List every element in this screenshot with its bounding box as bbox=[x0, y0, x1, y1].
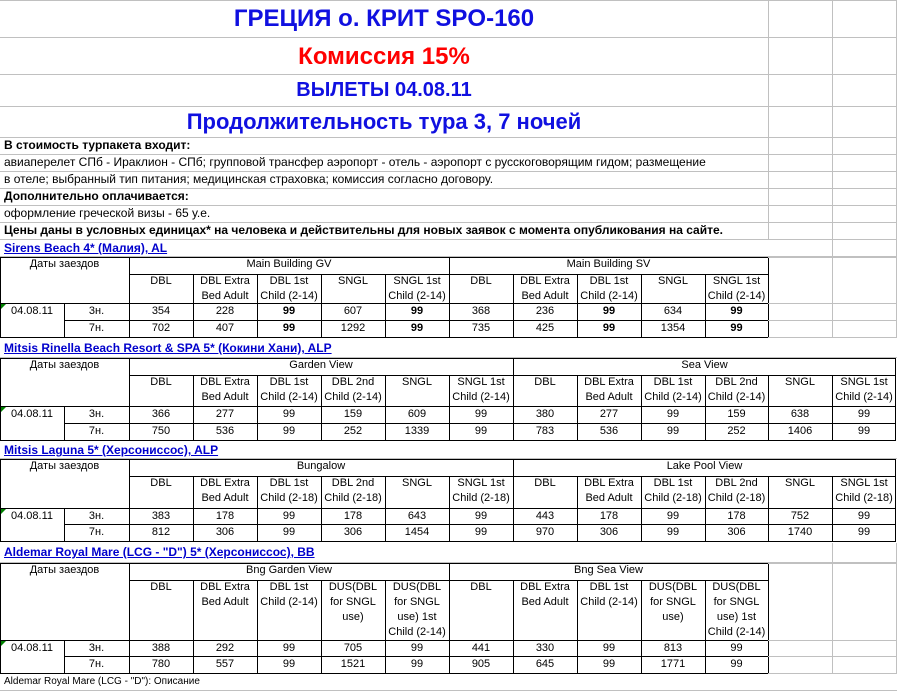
table-border bbox=[0, 440, 896, 441]
price-cell: 99 bbox=[282, 642, 296, 654]
table-border bbox=[0, 508, 896, 509]
page-title: ГРЕЦИЯ о. КРИТ SPO-160 bbox=[233, 5, 535, 32]
extra-title: Дополнительно оплачивается: bbox=[4, 189, 189, 203]
price-cell: 99 bbox=[282, 408, 296, 420]
price-cell: 783 bbox=[535, 425, 555, 437]
gridline bbox=[0, 137, 897, 138]
nights-cell: 7н. bbox=[88, 322, 105, 334]
price-cell: 645 bbox=[535, 658, 555, 670]
price-cell: 99 bbox=[282, 658, 296, 670]
price-cell: 99 bbox=[730, 642, 743, 654]
table-border bbox=[257, 476, 258, 541]
price-cell: 178 bbox=[727, 510, 746, 522]
arrival-date: 04.08.11 bbox=[10, 305, 53, 317]
table-border bbox=[641, 580, 642, 673]
table-border bbox=[449, 257, 450, 337]
table-border bbox=[0, 563, 768, 564]
price-cell: 388 bbox=[151, 642, 171, 654]
price-cell: 99 bbox=[282, 305, 296, 317]
table-border bbox=[0, 358, 1, 440]
table-border bbox=[705, 476, 706, 541]
includes-line-2: в отеле; выбранный тип питания; медицинская страховка; комиссия согласно договору. bbox=[4, 172, 494, 186]
price-cell: 99 bbox=[282, 425, 296, 437]
table-border bbox=[0, 257, 768, 258]
table-border bbox=[193, 476, 194, 541]
table-border bbox=[385, 580, 386, 673]
room-group-header: Sea View bbox=[681, 359, 728, 371]
price-cell: 99 bbox=[602, 322, 616, 334]
table-border bbox=[705, 274, 706, 337]
price-cell: 536 bbox=[599, 425, 619, 437]
gridline bbox=[768, 656, 897, 657]
column-header: DBL Extra Bed Adult bbox=[584, 477, 634, 504]
room-group-header: Main Building SV bbox=[566, 258, 651, 270]
column-header: SNGL 1st Child (2-14) bbox=[835, 376, 893, 403]
price-cell: 425 bbox=[535, 322, 555, 334]
table-border bbox=[64, 640, 65, 673]
column-header: DBL Extra Bed Adult bbox=[200, 376, 250, 403]
price-cell: 330 bbox=[535, 642, 555, 654]
price-cell: 1771 bbox=[660, 658, 686, 670]
price-cell: 99 bbox=[474, 526, 488, 538]
price-cell: 750 bbox=[151, 425, 171, 437]
price-cell: 228 bbox=[215, 305, 235, 317]
dates-label: Даты заездов bbox=[29, 564, 100, 576]
price-cell: 752 bbox=[790, 510, 810, 522]
table-border bbox=[64, 423, 896, 424]
room-group-header: Bng Sea View bbox=[574, 564, 643, 576]
table-border bbox=[0, 541, 896, 542]
price-cell: 99 bbox=[666, 408, 680, 420]
price-cell: 443 bbox=[535, 510, 555, 522]
column-header: DBL 1st Child (2-14) bbox=[260, 376, 318, 403]
column-header: DBL 2nd Child (2-14) bbox=[324, 376, 382, 403]
price-cell: 99 bbox=[730, 322, 743, 334]
price-cell: 292 bbox=[215, 642, 235, 654]
column-header: DUS(DBL for SNGL use) bbox=[648, 581, 698, 623]
table-border bbox=[513, 580, 514, 673]
table-border bbox=[0, 303, 768, 304]
price-cell: 306 bbox=[599, 526, 619, 538]
column-header: DBL bbox=[470, 275, 492, 287]
departures-text: ВЫЛЕТЫ 04.08.11 bbox=[296, 79, 472, 101]
table-border bbox=[193, 375, 194, 440]
nights-cell: 7н. bbox=[88, 526, 105, 538]
table-border bbox=[0, 640, 768, 641]
table-border bbox=[449, 563, 450, 673]
price-cell: 99 bbox=[474, 510, 488, 522]
price-cell: 99 bbox=[410, 322, 424, 334]
price-cell: 1292 bbox=[340, 322, 366, 334]
price-cell: 99 bbox=[474, 408, 488, 420]
nights-cell: 3н. bbox=[88, 305, 105, 317]
table-border bbox=[0, 406, 896, 407]
column-header: DBL Extra Bed Adult bbox=[520, 581, 570, 608]
table-border bbox=[577, 375, 578, 440]
room-group-header: Garden View bbox=[289, 359, 353, 371]
room-group-header: Lake Pool View bbox=[666, 460, 743, 472]
gridline bbox=[0, 205, 897, 206]
price-cell: 1339 bbox=[404, 425, 430, 437]
price-cell: 812 bbox=[151, 526, 171, 538]
table-border bbox=[64, 320, 768, 321]
column-header: DBL 2nd Child (2-18) bbox=[707, 477, 766, 504]
arrival-date: 04.08.11 bbox=[10, 642, 53, 654]
price-cell: 277 bbox=[599, 408, 619, 420]
price-cell: 236 bbox=[535, 305, 555, 317]
table-border bbox=[0, 337, 768, 338]
column-header: DBL 1st Child (2-18) bbox=[260, 477, 318, 504]
column-header: DBL 1st Child (2-14) bbox=[580, 275, 638, 302]
nights-cell: 7н. bbox=[88, 658, 105, 670]
column-header: DBL bbox=[150, 581, 172, 593]
table-border bbox=[0, 459, 896, 460]
dates-label: Даты заездов bbox=[29, 258, 100, 270]
table-border bbox=[449, 375, 450, 440]
gridline bbox=[0, 171, 897, 172]
column-header: SNGL 1st Child (2-14) bbox=[388, 275, 446, 302]
column-header: DBL 1st Child (2-14) bbox=[580, 581, 638, 608]
table-border bbox=[385, 274, 386, 337]
price-cell: 99 bbox=[730, 305, 743, 317]
price-cell: 99 bbox=[666, 526, 680, 538]
column-header: DBL 1st Child (2-14) bbox=[260, 275, 318, 302]
dates-label: Даты заездов bbox=[29, 460, 100, 472]
comment-marker bbox=[1, 304, 6, 309]
hotel-description-link[interactable]: Aldemar Royal Mare (LCG - "D"): Описание bbox=[4, 676, 200, 687]
gridline bbox=[768, 257, 897, 258]
table-border bbox=[129, 358, 130, 440]
price-cell: 380 bbox=[535, 408, 555, 420]
price-cell: 643 bbox=[407, 510, 427, 522]
hotel-name-link[interactable]: Mitsis Laguna 5* (Херсониссос), ALP bbox=[4, 443, 219, 457]
column-header: DBL 2nd Child (2-18) bbox=[324, 477, 382, 504]
price-cell: 536 bbox=[215, 425, 235, 437]
includes-title: В стоимость турпакета входит: bbox=[4, 138, 191, 152]
table-border bbox=[449, 476, 450, 541]
gridline bbox=[0, 256, 897, 257]
column-header: SNGL 1st Child (2-14) bbox=[707, 275, 766, 302]
price-cell: 368 bbox=[471, 305, 491, 317]
gridline bbox=[768, 640, 897, 641]
gridline bbox=[768, 0, 769, 240]
column-header: SNGL bbox=[402, 376, 432, 388]
column-header: SNGL bbox=[785, 376, 815, 388]
gridline bbox=[0, 690, 897, 691]
price-cell: 178 bbox=[215, 510, 235, 522]
price-cell: 607 bbox=[343, 305, 363, 317]
price-cell: 705 bbox=[343, 642, 363, 654]
gridline bbox=[0, 357, 897, 358]
includes-line-1: авиаперелет СПб - Ираклион - СПб; групповой трансфер аэропорт - отель - аэропорт с русскоговорящим гидом; размещение bbox=[4, 155, 706, 169]
price-cell: 178 bbox=[343, 510, 363, 522]
table-border bbox=[321, 476, 322, 541]
table-border bbox=[64, 303, 65, 337]
table-border bbox=[641, 476, 642, 541]
price-cell: 354 bbox=[151, 305, 171, 317]
table-border bbox=[321, 375, 322, 440]
table-border bbox=[768, 257, 769, 337]
price-cell: 609 bbox=[407, 408, 427, 420]
price-cell: 99 bbox=[730, 658, 743, 670]
price-cell: 735 bbox=[471, 322, 491, 334]
table-border bbox=[257, 375, 258, 440]
gridline bbox=[832, 0, 833, 240]
column-header: DUS(DBL for SNGL use) 1st Child (2-14) bbox=[707, 581, 766, 638]
gridline bbox=[0, 222, 897, 223]
gridline bbox=[768, 303, 897, 304]
price-cell: 178 bbox=[599, 510, 619, 522]
column-header: SNGL 1st Child (2-18) bbox=[835, 477, 893, 504]
comment-marker bbox=[1, 641, 6, 646]
column-header: DBL 1st Child (2-14) bbox=[644, 376, 702, 403]
hotel-name-link[interactable]: Sirens Beach 4* (Малия), AL bbox=[4, 241, 168, 255]
extra-line: оформление греческой визы - 65 у.е. bbox=[4, 206, 211, 220]
table-border bbox=[577, 476, 578, 541]
column-header: SNGL 1st Child (2-14) bbox=[452, 376, 510, 403]
table-border bbox=[129, 257, 130, 337]
price-cell: 1354 bbox=[660, 322, 686, 334]
gridline bbox=[832, 239, 833, 337]
price-cell: 252 bbox=[727, 425, 746, 437]
prices-note: Цены даны в условных единицах* на человека и действительны для новых заявок с момента опубликования на сайте. bbox=[4, 223, 723, 237]
price-cell: 99 bbox=[474, 425, 488, 437]
column-header: DBL Extra Bed Adult bbox=[200, 477, 250, 504]
price-cell: 1521 bbox=[340, 658, 366, 670]
nights-cell: 3н. bbox=[88, 408, 105, 420]
table-border bbox=[385, 375, 386, 440]
gridline bbox=[0, 188, 897, 189]
column-header: SNGL bbox=[338, 275, 368, 287]
price-cell: 99 bbox=[857, 526, 871, 538]
gridline bbox=[0, 562, 897, 563]
price-cell: 99 bbox=[410, 642, 424, 654]
column-header: SNGL bbox=[658, 275, 688, 287]
gridline bbox=[0, 37, 897, 38]
price-cell: 99 bbox=[666, 510, 680, 522]
price-cell: 557 bbox=[215, 658, 235, 670]
room-group-header: Bungalow bbox=[296, 460, 346, 472]
price-cell: 99 bbox=[282, 322, 296, 334]
column-header: SNGL bbox=[785, 477, 815, 489]
table-border bbox=[385, 476, 386, 541]
column-header: SNGL 1st Child (2-18) bbox=[452, 477, 510, 504]
comment-marker bbox=[1, 509, 6, 514]
table-border bbox=[895, 459, 896, 541]
hotel-name-link[interactable]: Mitsis Rinella Beach Resort & SPA 5* (Кокини Хани), ALP bbox=[4, 341, 332, 355]
dates-label: Даты заездов bbox=[29, 359, 100, 371]
table-border bbox=[193, 274, 194, 337]
price-cell: 702 bbox=[151, 322, 171, 334]
table-border bbox=[64, 508, 65, 541]
gridline bbox=[0, 154, 897, 155]
column-header: DBL bbox=[534, 477, 556, 489]
table-border bbox=[513, 459, 514, 541]
price-cell: 99 bbox=[282, 526, 296, 538]
price-cell: 159 bbox=[727, 408, 746, 420]
table-border bbox=[832, 375, 833, 440]
price-cell: 441 bbox=[471, 642, 491, 654]
table-border bbox=[321, 580, 322, 673]
table-border bbox=[0, 358, 896, 359]
gridline bbox=[768, 320, 897, 321]
price-cell: 99 bbox=[857, 408, 871, 420]
table-border bbox=[513, 274, 514, 337]
table-border bbox=[895, 358, 896, 440]
price-cell: 813 bbox=[663, 642, 683, 654]
price-cell: 99 bbox=[857, 425, 871, 437]
comment-marker bbox=[1, 407, 6, 412]
nights-cell: 7н. bbox=[88, 425, 105, 437]
table-border bbox=[321, 274, 322, 337]
price-cell: 306 bbox=[215, 526, 235, 538]
price-cell: 780 bbox=[151, 658, 171, 670]
price-cell: 1740 bbox=[787, 526, 813, 538]
gridline bbox=[768, 337, 897, 338]
column-header: DBL bbox=[150, 275, 172, 287]
price-cell: 99 bbox=[602, 658, 616, 670]
column-header: DBL bbox=[150, 477, 172, 489]
table-border bbox=[129, 563, 130, 673]
column-header: SNGL bbox=[402, 477, 432, 489]
table-border bbox=[513, 358, 514, 440]
column-header: DBL 1st Child (2-18) bbox=[644, 477, 702, 504]
price-cell: 383 bbox=[151, 510, 171, 522]
room-group-header: Bng Garden View bbox=[245, 564, 333, 576]
table-border bbox=[641, 274, 642, 337]
price-cell: 1406 bbox=[787, 425, 813, 437]
table-border bbox=[641, 375, 642, 440]
table-border bbox=[64, 524, 896, 525]
table-border bbox=[705, 580, 706, 673]
price-cell: 970 bbox=[535, 526, 555, 538]
gridline bbox=[0, 0, 897, 1]
gridline bbox=[0, 239, 897, 240]
table-border bbox=[0, 563, 1, 673]
price-cell: 99 bbox=[602, 305, 616, 317]
nights-cell: 3н. bbox=[88, 510, 105, 522]
column-header: DBL bbox=[470, 581, 492, 593]
duration-text: Продолжительность тура 3, 7 ночей bbox=[186, 109, 582, 134]
room-group-header: Main Building GV bbox=[246, 258, 332, 270]
column-header: DBL bbox=[534, 376, 556, 388]
price-cell: 306 bbox=[343, 526, 363, 538]
column-header: DUS(DBL for SNGL use) 1st Child (2-14) bbox=[388, 581, 446, 638]
table-border bbox=[705, 375, 706, 440]
table-border bbox=[577, 274, 578, 337]
column-header: DBL Extra Bed Adult bbox=[584, 376, 634, 403]
price-cell: 306 bbox=[727, 526, 746, 538]
price-cell: 99 bbox=[602, 642, 616, 654]
gridline bbox=[0, 458, 897, 459]
column-header: DBL bbox=[150, 376, 172, 388]
price-cell: 638 bbox=[790, 408, 810, 420]
column-header: DBL Extra Bed Adult bbox=[200, 581, 250, 608]
price-cell: 905 bbox=[471, 658, 491, 670]
price-cell: 634 bbox=[663, 305, 683, 317]
table-border bbox=[0, 459, 1, 541]
price-cell: 99 bbox=[666, 425, 680, 437]
table-border bbox=[129, 459, 130, 541]
column-header: DUS(DBL for SNGL use) bbox=[328, 581, 378, 623]
table-border bbox=[64, 656, 768, 657]
arrival-date: 04.08.11 bbox=[10, 510, 53, 522]
price-cell: 407 bbox=[215, 322, 235, 334]
price-cell: 99 bbox=[857, 510, 871, 522]
gridline bbox=[0, 74, 897, 75]
table-border bbox=[0, 257, 1, 337]
table-border bbox=[768, 375, 769, 440]
column-header: DBL 1st Child (2-14) bbox=[260, 581, 318, 608]
price-cell: 277 bbox=[215, 408, 235, 420]
gridline bbox=[768, 673, 897, 674]
gridline bbox=[0, 106, 897, 107]
table-border bbox=[768, 476, 769, 541]
hotel-name-link[interactable]: Aldemar Royal Mare (LCG - "D") 5* (Херсониссос), BB bbox=[4, 545, 315, 559]
price-cell: 252 bbox=[343, 425, 363, 437]
table-border bbox=[832, 476, 833, 541]
price-cell: 159 bbox=[343, 408, 363, 420]
column-header: DBL 2nd Child (2-14) bbox=[707, 376, 766, 403]
price-cell: 366 bbox=[151, 408, 171, 420]
table-border bbox=[193, 580, 194, 673]
price-cell: 99 bbox=[282, 510, 296, 522]
table-border bbox=[577, 580, 578, 673]
column-header: DBL Extra Bed Adult bbox=[520, 275, 570, 302]
table-border bbox=[257, 274, 258, 337]
table-border bbox=[257, 580, 258, 673]
commission-text: Комиссия 15% bbox=[298, 43, 470, 70]
table-border bbox=[0, 673, 768, 674]
gridline bbox=[768, 563, 897, 564]
table-border bbox=[64, 406, 65, 440]
price-cell: 1454 bbox=[404, 526, 430, 538]
price-cell: 99 bbox=[410, 305, 424, 317]
price-cell: 99 bbox=[410, 658, 424, 670]
arrival-date: 04.08.11 bbox=[10, 408, 53, 420]
column-header: DBL Extra Bed Adult bbox=[200, 275, 250, 302]
nights-cell: 3н. bbox=[88, 642, 105, 654]
